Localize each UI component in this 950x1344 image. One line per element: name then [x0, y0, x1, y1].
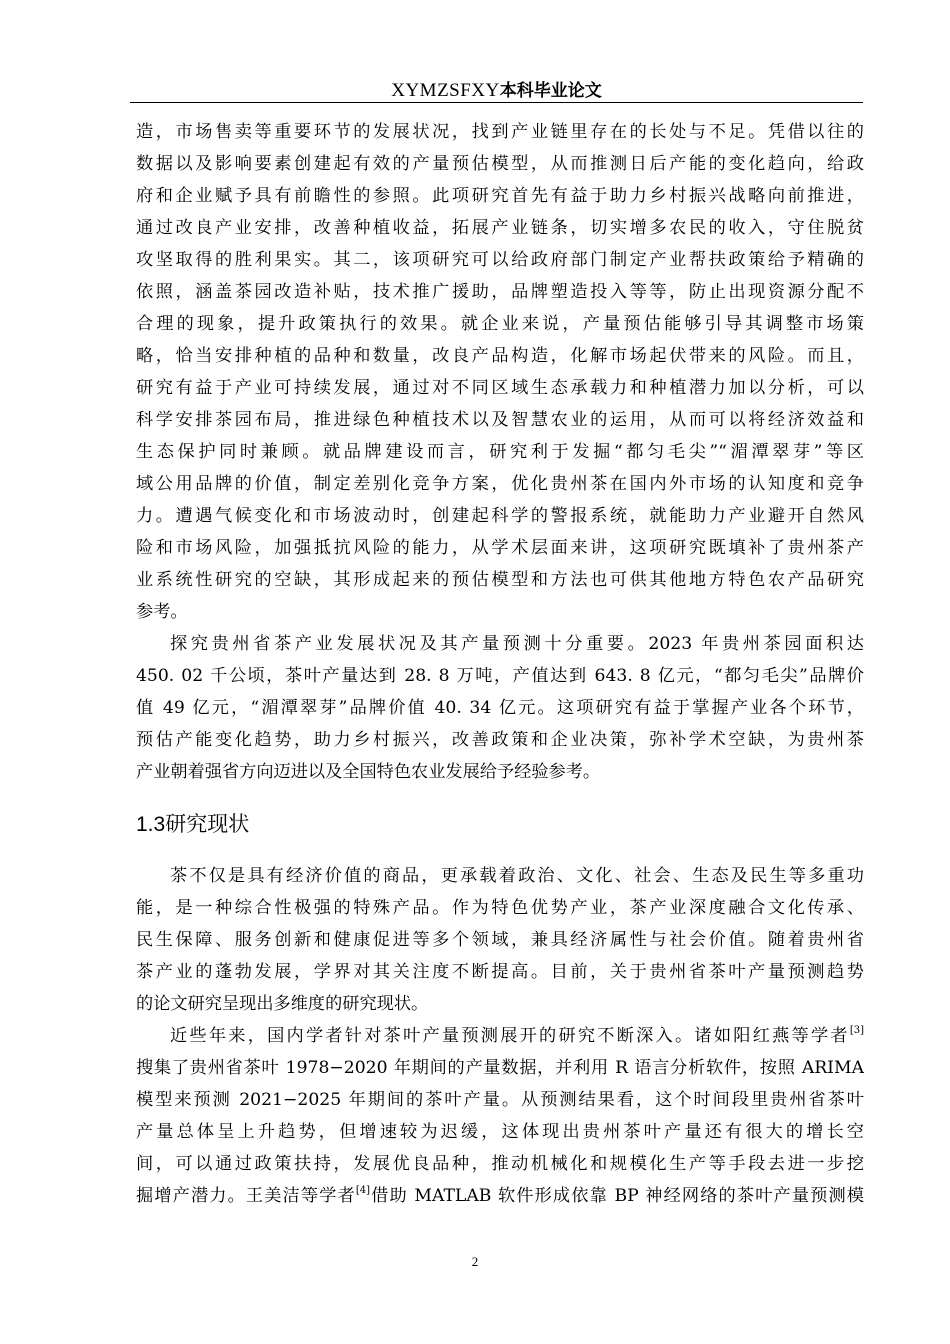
text-line: 的论文研究呈现出多维度的研究现状。: [136, 994, 429, 1014]
text-line: 通过改良产业安排，改善种植收益，拓展产业链条，切实增多农民的收入，守住脱贫: [136, 218, 864, 238]
paragraph-4: [136, 1020, 864, 1212]
text-line: 攻坚取得的胜利果实。其二，该项研究可以给政府部门制定产业帮扶政策给予精确的: [136, 250, 864, 270]
header-school-code: XYMZSFXY: [391, 80, 500, 101]
text-run: 掘增产潜力。王美洁等学者: [136, 1186, 356, 1206]
text-line: 茶产业的蓬勃发展，学界对其关注度不断提高。目前，关于贵州省茶叶产量预测趋势: [136, 962, 864, 982]
text-line: 茶不仅是具有经济价值的商品，更承载着政治、文化、社会、生态及民生等多重功: [170, 866, 864, 886]
text-line: 研究有益于产业可持续发展，通过对不同区域生态承载力和种植潜力加以分析，可以: [136, 378, 864, 398]
text-line: 依照，涵盖茶园改造补贴，技术推广援助，品牌塑造投入等等，防止出现资源分配不: [136, 282, 864, 302]
text-line: 模型来预测 2021−2025 年期间的茶叶产量。从预测结果看，这个时间段里贵州省茶叶: [136, 1090, 864, 1110]
text-line: 生态保护同时兼顾。就品牌建设而言，研究利于发掘“都匀毛尖”“湄潭翠芽”等区: [136, 442, 864, 462]
text-line: 能，是一种综合性极强的特殊产品。作为特色优势产业，茶产业深度融合文化传承、: [136, 898, 864, 918]
text-line: 业系统性研究的空缺，其形成起来的预估模型和方法也可供其他地方特色农产品研究: [136, 570, 864, 590]
section-heading: [136, 806, 249, 843]
text-line: 略，恰当安排种植的品种和数量，改良产品构造，化解市场起伏带来的风险。而且，: [136, 346, 864, 366]
text-line: 府和企业赋予具有前瞻性的参照。此项研究首先有益于助力乡村振兴战略向前推进，: [136, 186, 864, 206]
text-line: 参考。: [136, 602, 188, 622]
section-title: 研究现状: [165, 812, 250, 836]
text-line: [136, 1020, 864, 1052]
text-line: 探究贵州省茶产业发展状况及其产量预测十分重要。2023 年贵州茶园面积达: [170, 634, 864, 654]
paragraph-3: [136, 860, 864, 1020]
section-number: 1.3: [136, 813, 166, 836]
page-header: [130, 78, 863, 104]
body-text-bottom: [136, 860, 864, 1212]
header-thesis-label: 本科毕业论文: [499, 81, 602, 101]
text-line: 预估产能变化趋势，助力乡村振兴，改善政策和企业决策，弥补学术空缺，为贵州茶: [136, 730, 864, 750]
paragraph-2: [136, 628, 864, 788]
text-line: 产业朝着强省方向迈进以及全国特色农业发展给予经验参考。: [136, 762, 601, 782]
text-line: 民生保障、服务创新和健康促进等多个领域，兼具经济属性与社会价值。随着贵州省: [136, 930, 864, 950]
text-line: 造，市场售卖等重要环节的发展状况，找到产业链里存在的长处与不足。凭借以往的: [136, 122, 864, 142]
paragraph-1: [136, 116, 864, 628]
text-line: 产量总体呈上升趋势，但增速较为迟缓，这体现出贵州茶叶产量还有很大的增长空: [136, 1122, 864, 1142]
text-line: 值 49 亿元，“湄潭翠芽”品牌价值 40. 34 亿元。这项研究有益于掌握产业各个环节，: [136, 698, 864, 718]
text-line: 间，可以通过政策扶持，发展优良品种，推动机械化和规模化生产等手段去进一步挖: [136, 1154, 864, 1174]
header-rule: [130, 102, 863, 103]
text-line: 数据以及影响要素创建起有效的产量预估模型，从而推测日后产能的变化趋向，给政: [136, 154, 864, 174]
text-line: 450. 02 千公顷，茶叶产量达到 28. 8 万吨，产值达到 643. 8 亿元，“都匀毛尖”品牌价: [136, 666, 864, 686]
citation-ref: [3]: [849, 1025, 864, 1036]
text-line: 域公用品牌的价值，制定差别化竞争方案，优化贵州茶在国内外市场的认知度和竞争: [136, 474, 864, 494]
citation-ref: [4]: [355, 1185, 371, 1196]
body-text-top: [136, 116, 864, 788]
text-line: 科学安排茶园布局，推进绿色种植技术以及智慧农业的运用，从而可以将经济效益和: [136, 410, 864, 430]
text-line: 险和市场风险，加强抵抗风险的能力，从学术层面来讲，这项研究既填补了贵州茶产: [136, 538, 864, 558]
text-line: 合理的现象，提升政策执行的效果。就企业来说，产量预估能够引导其调整市场策: [136, 314, 864, 334]
text-line: 搜集了贵州省茶叶 1978−2020 年期间的产量数据，并利用 R 语言分析软件，按照 ARIMA: [136, 1058, 864, 1078]
page-number: 2: [471, 1254, 479, 1269]
text-line: 力。遭遇气候变化和市场波动时，创建起科学的警报系统，就能助力产业避开自然风: [136, 506, 864, 526]
text-run: 借助 MATLAB 软件形成依靠 BP 神经网络的茶叶产量预测模: [370, 1186, 864, 1206]
text-run: 近些年来，国内学者针对茶叶产量预测展开的研究不断深入。诸如阳红燕等学者: [170, 1026, 850, 1046]
text-line: [136, 1180, 864, 1212]
